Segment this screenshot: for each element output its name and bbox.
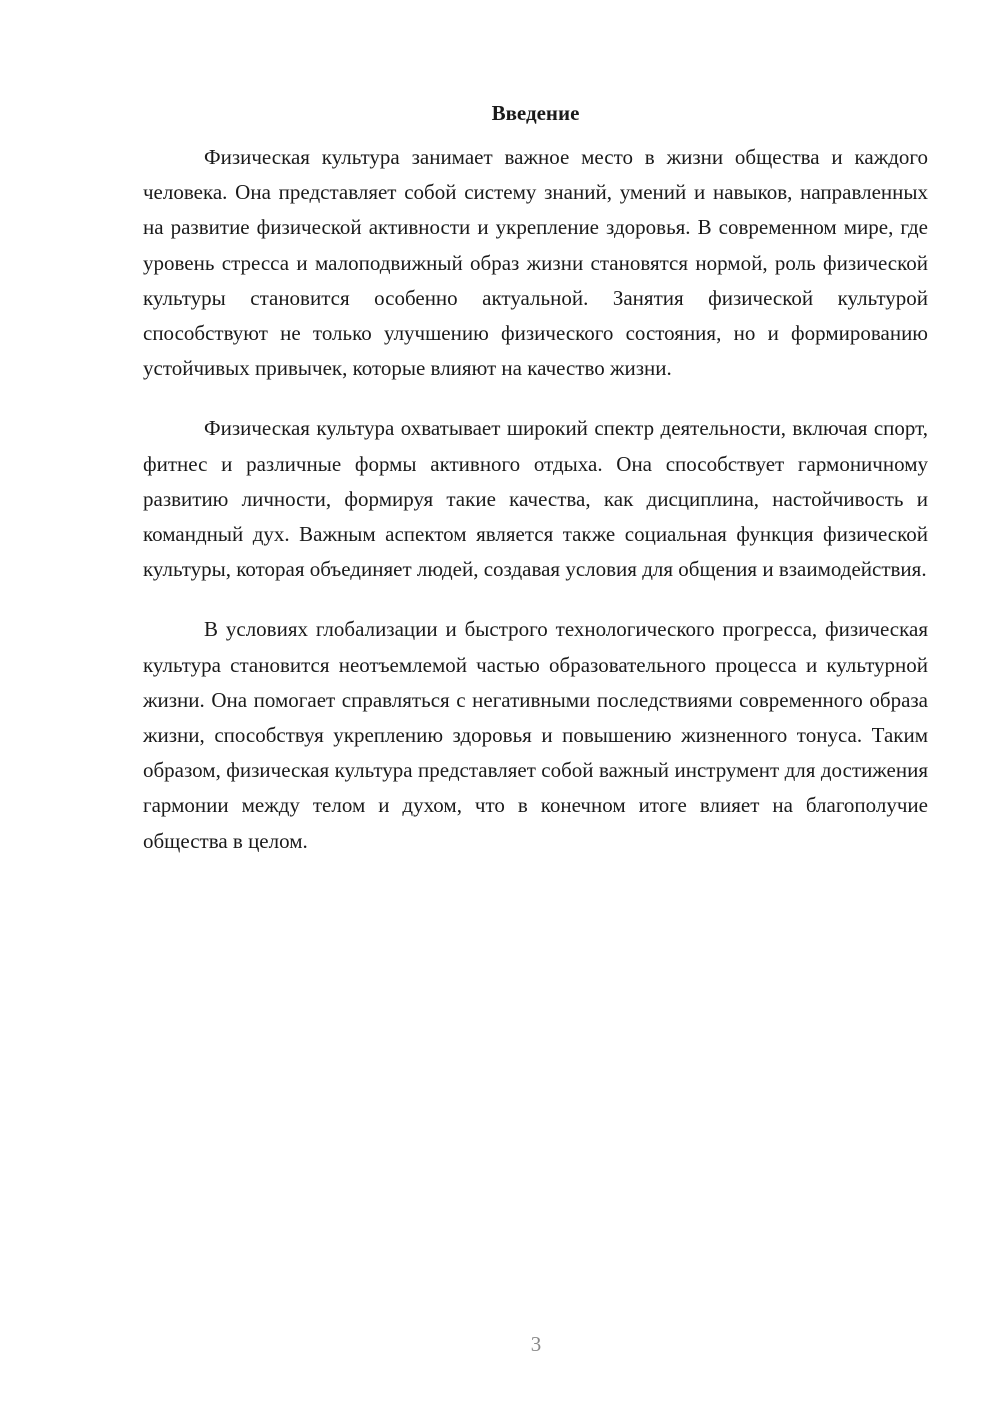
page-number: 3 (530, 1332, 542, 1356)
paragraph-2: Физическая культура охватывает широкий спектр деятельности, включая спорт, фитнес и различные формы активного отдыха. Она способствует гармоничному развитию личности, формируя такие качества, как дисциплина, настойчивость и командный дух. Важным аспектом является также социальная функция физической культуры, которая объединяет людей, создавая условия для общения и взаимодействия. (143, 416, 928, 582)
paragraph-1: Физическая культура занимает важное место в жизни общества и каждого человека. Она представляет собой систему знаний, умений и навыков, направленных на развитие физической активности и укрепление здоровья. В современном мире, где уровень стресса и малоподвижный образ жизни становятся нормой, роль физической культуры становится особенно актуальной. Занятия физической культурой способствуют не только улучшению физического состояния, но и формированию устойчивых привычек, которые влияют на качество жизни. (143, 145, 928, 381)
paragraph-3: В условиях глобализации и быстрого технологического прогресса, физическая культура становится неотъемлемой частью образовательного процесса и культурной жизни. Она помогает справляться с негативными последствиями современного образа жизни, способствуя укреплению здоровья и повышению жизненного тонуса. Таким образом, физическая культура представляет собой важный инструмент для достижения гармонии между телом и духом, что в конечном итоге влияет на благополучие общества в целом. (143, 617, 928, 853)
page-content (143, 98, 928, 859)
section-heading: Введение (491, 101, 580, 125)
